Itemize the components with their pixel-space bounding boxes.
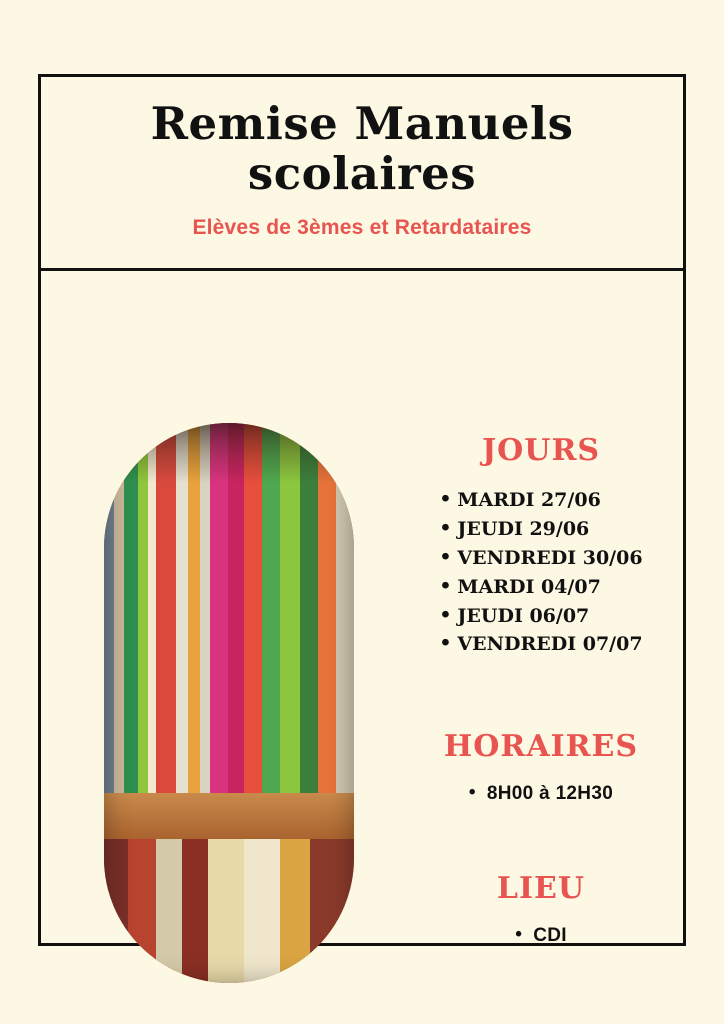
list-item: • JEUDI 06/07 [439,602,642,631]
page-title-line2: scolaires [247,147,477,201]
list-horaires [469,780,613,809]
list-item: • VENDREDI 30/06 [439,544,642,573]
list-item: • MARDI 27/06 [439,486,642,515]
poster-body [41,271,683,946]
info-column [396,271,686,951]
page-title [151,99,574,200]
page-title-line1: Remise Manuels [150,97,574,150]
section-heading-jours: JOURS [481,433,601,468]
poster-header [41,77,683,271]
section-heading-horaires: HORAIRES [443,729,639,765]
poster-frame [38,74,686,946]
section-heading-lieu: LIEU [496,871,586,907]
list-item: • VENDREDI 07/07 [439,630,642,659]
list-lieu [515,922,567,951]
list-item: • JEUDI 29/06 [439,515,642,544]
photo-vignette [104,423,354,983]
list-item: • 8H00 à 12H30 [469,780,613,809]
list-jours [439,486,642,659]
bookshelf-photo [104,423,354,983]
page-subtitle: Elèves de 3èmes et Retardataires [192,215,532,239]
list-item: • CDI [515,922,567,951]
list-item: • MARDI 04/07 [439,573,642,602]
